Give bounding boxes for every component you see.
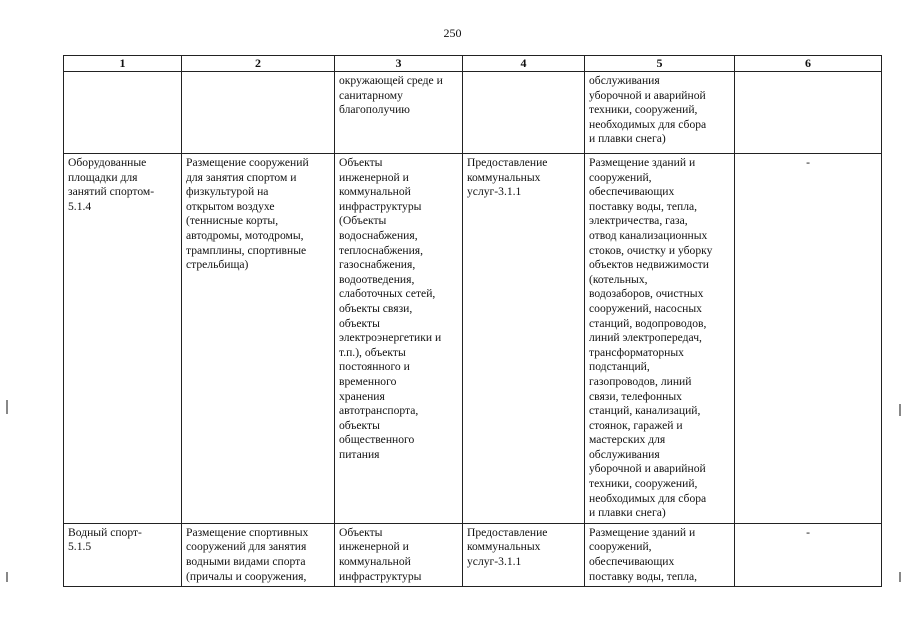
table-cell: Предоставление коммунальных услуг-3.1.1	[463, 154, 585, 524]
table-cell: Размещение зданий и сооружений, обеспечивающих поставку воды, тепла, электричества, газа, отвод канализационных стоков, очистку и уборку объектов недвижимости (котельных, водозаборов, очистных сооружений, насосных станций, водопроводов, линий электропередач, трансформаторных подстанций, газопроводов, линий связи, телефонных станций, канализаций, стоянок, гаражей и мастерских для обслуживания уборочной и аварийной техники, сооружений, необходимых для сбора и плавки снега)	[585, 154, 735, 524]
table-cell: Размещение сооружений для занятия спортом и физкультурой на открытом воздухе (теннисные корты, автодромы, мотодромы, трамплины, спортивные стрельбища)	[182, 154, 335, 524]
table-cell	[182, 72, 335, 154]
column-header: 3	[335, 56, 463, 72]
column-header: 5	[585, 56, 735, 72]
table-cell	[64, 72, 182, 154]
column-header: 6	[735, 56, 882, 72]
column-header: 1	[64, 56, 182, 72]
land-use-table	[63, 55, 882, 587]
table-cell: Размещение зданий и сооружений, обеспечивающих поставку воды, тепла,	[585, 523, 735, 586]
table-cell: Предоставление коммунальных услуг-3.1.1	[463, 523, 585, 586]
scan-margin-mark	[899, 404, 901, 416]
table-cell: -	[735, 523, 882, 586]
table-cell: Водный спорт- 5.1.5	[64, 523, 182, 586]
table-cell: Размещение спортивных сооружений для занятия водными видами спорта (причалы и сооружения,	[182, 523, 335, 586]
table-cell: Объекты инженерной и коммунальной инфраструктуры (Объекты водоснабжения, теплоснабжения, газоснабжения, водоотведения, слаботочных сетей, объекты связи, объекты электроэнергетики и т.п.), объекты постоянного и временного хранения автотранспорта, объекты общественного питания	[335, 154, 463, 524]
column-header: 2	[182, 56, 335, 72]
table-cell: окружающей среде и санитарному благополучию	[335, 72, 463, 154]
table-row	[64, 154, 882, 524]
table-row	[64, 72, 882, 154]
table-cell	[463, 72, 585, 154]
table-cell: обслуживания уборочной и аварийной техники, сооружений, необходимых для сбора и плавки снега)	[585, 72, 735, 154]
scan-margin-mark	[899, 572, 901, 582]
table-cell: -	[735, 154, 882, 524]
table-row	[64, 523, 882, 586]
table-cell	[735, 72, 882, 154]
table-header-row	[64, 56, 882, 72]
scan-margin-mark	[6, 572, 8, 582]
column-header: 4	[463, 56, 585, 72]
table-cell: Оборудованные площадки для занятий спортом- 5.1.4	[64, 154, 182, 524]
page-number: 250	[443, 26, 462, 40]
scan-margin-mark	[6, 400, 8, 414]
table-cell: Объекты инженерной и коммунальной инфраструктуры	[335, 523, 463, 586]
